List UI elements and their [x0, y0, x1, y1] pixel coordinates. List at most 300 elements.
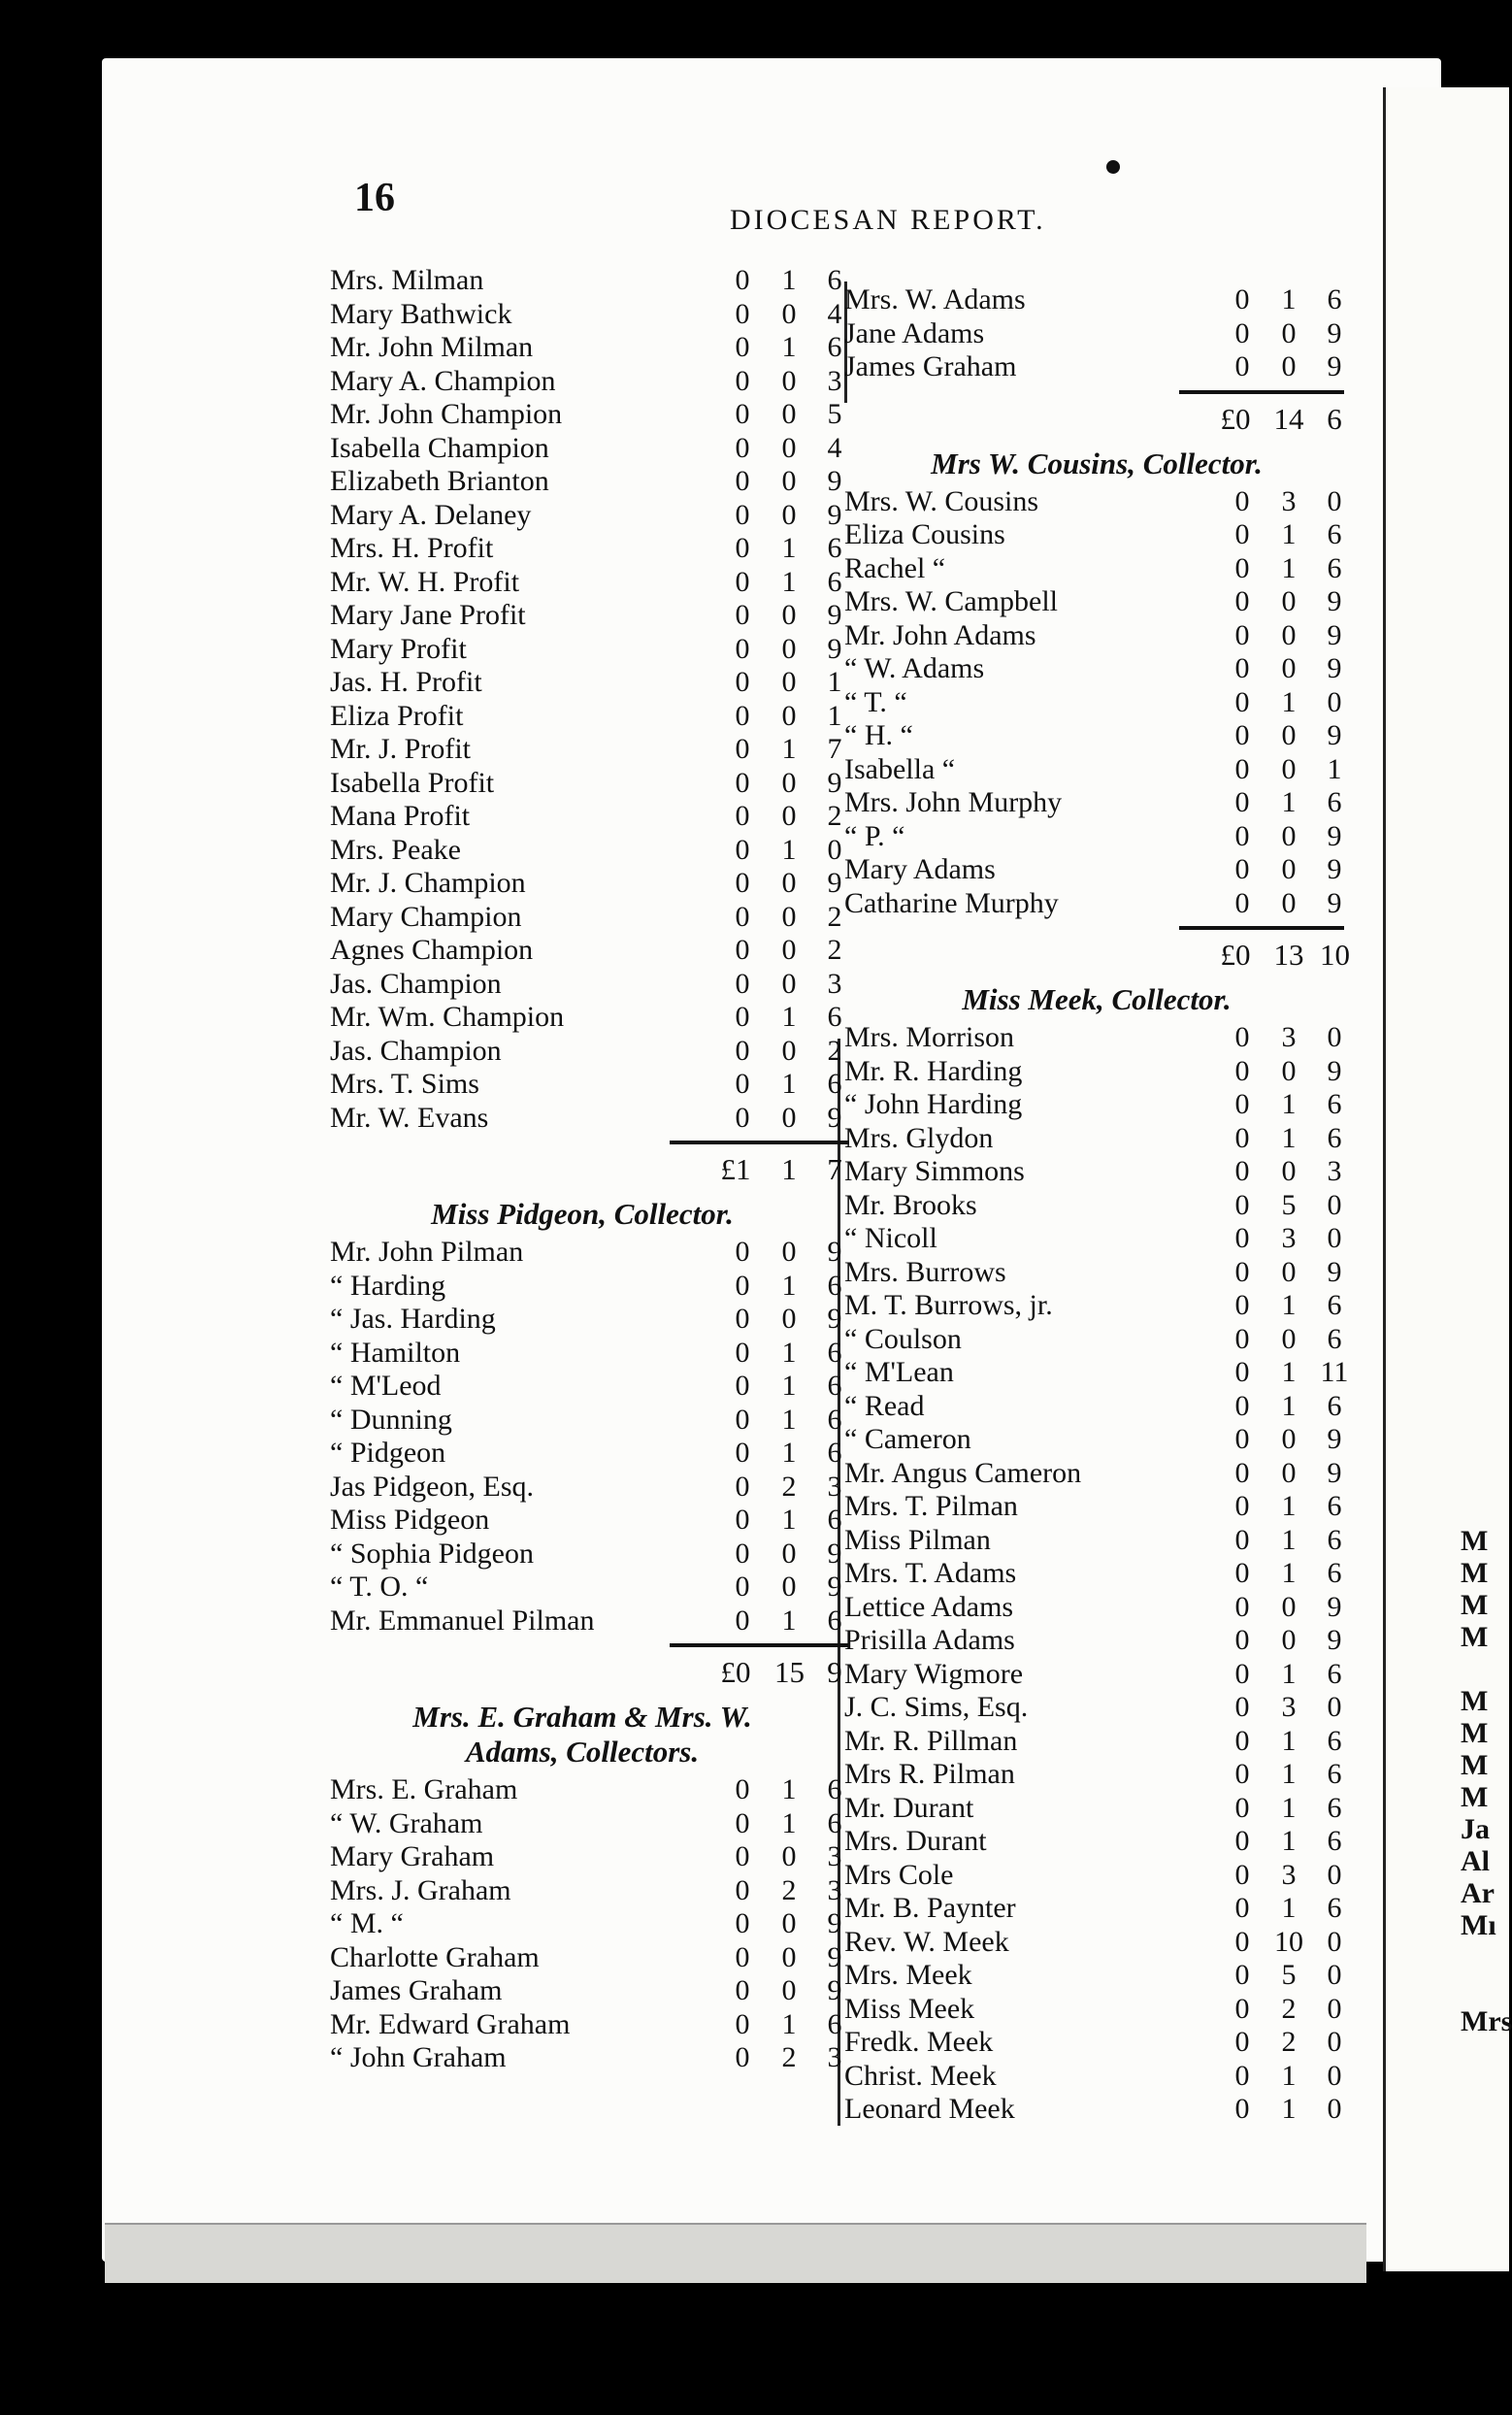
- subscriber-row: [330, 331, 842, 365]
- amount-pounds: 0: [735, 1336, 750, 1369]
- amount-pence: 9: [827, 1101, 842, 1134]
- amount-shillings: 1: [781, 1001, 797, 1033]
- subscriber-row: [330, 398, 842, 432]
- amount-pence: 6: [1327, 1289, 1342, 1321]
- amount-pounds: 0: [735, 1269, 750, 1302]
- amount-shillings: 0: [781, 666, 797, 698]
- amount-shillings: 0: [1281, 719, 1297, 751]
- amount-pounds: 0: [1234, 652, 1250, 684]
- subscriber-row: [330, 1437, 842, 1471]
- subscriber-row: [844, 1222, 1349, 1256]
- amount-pence: 3: [1327, 1155, 1342, 1187]
- amount-pounds: 0: [1234, 819, 1250, 852]
- amount-shillings: 0: [1281, 1423, 1297, 1455]
- subscriber-row: [330, 1336, 842, 1371]
- amount-shillings: 1: [1281, 786, 1297, 818]
- amount-pounds: 0: [1234, 350, 1250, 382]
- amount-pence: 6: [1327, 1088, 1342, 1120]
- amount-pounds: 0: [1234, 719, 1250, 751]
- amount-pounds: 0: [735, 2041, 750, 2073]
- subscriber-name: Mrs. Peake: [330, 833, 461, 866]
- subscriber-name: “ Pidgeon: [330, 1437, 446, 1469]
- amount-pence: 6: [827, 1504, 842, 1536]
- amount-pounds: 0: [1234, 1289, 1250, 1321]
- amount-pounds: 0: [735, 1806, 750, 1839]
- subscriber-row: [844, 2060, 1349, 2094]
- collector-heading: Miss Pidgeon, Collector.: [431, 1197, 734, 1231]
- amount-pence: 4: [827, 431, 842, 464]
- amount-pence: 6: [1327, 1322, 1342, 1355]
- amount-shillings: 1: [1281, 1758, 1297, 1790]
- amount-pence: 9: [827, 498, 842, 531]
- subscriber-name: “ M'Leod: [330, 1370, 442, 1402]
- amount-pence: 1: [1327, 752, 1342, 785]
- amount-pence: 9: [827, 1907, 842, 1939]
- subscriber-row: [844, 1189, 1349, 1223]
- sum-rule: [844, 384, 1349, 400]
- collector-heading: Mrs. E. Graham & Mrs. W.: [412, 1700, 752, 1734]
- amount-pounds: 0: [735, 632, 750, 665]
- amount-shillings: 0: [1281, 819, 1297, 852]
- subscriber-name: Christ. Meek: [844, 2059, 997, 2092]
- subscriber-name: “ Sophia Pidgeon: [330, 1537, 534, 1570]
- amount-pounds: 0: [1234, 1188, 1250, 1221]
- amount-pounds: 0: [1234, 1121, 1250, 1154]
- amount-pounds: 0: [735, 1974, 750, 2006]
- amount-pounds: 0: [735, 398, 750, 430]
- subscriber-row: [330, 297, 842, 332]
- amount-pence: 6: [1327, 1657, 1342, 1690]
- subscriber-row: [330, 766, 842, 801]
- subscriber-name: Mrs. Durant: [844, 1825, 987, 1857]
- subscriber-row: [844, 1457, 1349, 1491]
- amount-shillings: 0: [781, 1034, 797, 1067]
- subscriber-name: Mrs. John Murphy: [844, 786, 1063, 818]
- amount-pounds: 0: [1234, 1992, 1250, 2025]
- edge-letter: Ar: [1461, 1877, 1495, 1909]
- subscriber-row: [330, 1537, 842, 1571]
- subscriber-row: [844, 1926, 1349, 1960]
- subscriber-name: Mary Bathwick: [330, 297, 512, 330]
- amount-shillings: 1: [1281, 283, 1297, 315]
- amount-shillings: 1: [1281, 1825, 1297, 1857]
- subscriber-row: [844, 1792, 1349, 1826]
- amount-shillings: 1: [1281, 1356, 1297, 1388]
- amount-pence: 0: [1327, 2059, 1342, 2092]
- amount-shillings: 0: [781, 1940, 797, 1973]
- amount-pence: 9: [1327, 1456, 1342, 1489]
- subscriber-row: [330, 1806, 842, 1841]
- subscriber-row: [844, 1892, 1349, 1926]
- amount-shillings: 0: [1281, 585, 1297, 617]
- amount-pounds: 0: [735, 532, 750, 564]
- amount-pounds: 0: [735, 1504, 750, 1536]
- amount-shillings: 2: [781, 1873, 797, 1906]
- subscriber-list: [330, 1236, 842, 1638]
- list-total: £0 13 10: [1220, 938, 1350, 972]
- subscriber-row: [844, 1624, 1349, 1658]
- amount-shillings: 0: [781, 398, 797, 430]
- amount-shillings: 1: [781, 1437, 797, 1469]
- subscriber-name: Mrs. W. Adams: [844, 283, 1026, 315]
- amount-pounds: 0: [735, 666, 750, 698]
- subscriber-name: Isabella Champion: [330, 431, 549, 464]
- amount-shillings: 0: [781, 1537, 797, 1570]
- amount-pence: 0: [1327, 1959, 1342, 1991]
- amount-pence: 9: [1327, 1624, 1342, 1656]
- amount-pence: 6: [827, 1403, 842, 1436]
- running-head: DIOCESAN REPORT.: [730, 204, 1046, 236]
- subscriber-row: [330, 867, 842, 901]
- subscriber-row: [844, 1959, 1349, 1993]
- subscriber-name: Mrs. Morrison: [844, 1021, 1015, 1053]
- amount-pence: 0: [1327, 1858, 1342, 1891]
- amount-shillings: 1: [1281, 1121, 1297, 1154]
- amount-pence: 9: [827, 1236, 842, 1268]
- amount-pence: 9: [827, 766, 842, 799]
- subscriber-name: Mrs. T. Adams: [844, 1557, 1017, 1589]
- edge-letter: M: [1461, 1525, 1489, 1557]
- amount-pence: 6: [827, 1068, 842, 1100]
- subscriber-row: [330, 934, 842, 968]
- amount-shillings: 0: [1281, 618, 1297, 651]
- amount-shillings: 0: [781, 498, 797, 531]
- amount-shillings: 0: [1281, 752, 1297, 785]
- amount-pounds: 0: [1234, 752, 1250, 785]
- subscriber-row: [330, 1907, 842, 1941]
- amount-shillings: 1: [1281, 1892, 1297, 1924]
- subscriber-name: Mr. Edward Graham: [330, 2007, 571, 2040]
- subscriber-row: [330, 1470, 842, 1505]
- subscriber-name: “ T. “: [844, 685, 907, 718]
- amount-pence: 6: [827, 331, 842, 363]
- amount-pence: 6: [1327, 1389, 1342, 1422]
- edge-letter: M: [1461, 1749, 1489, 1781]
- amount-pounds: 0: [1234, 1557, 1250, 1589]
- amount-shillings: 0: [1281, 1155, 1297, 1187]
- collector-heading: Miss Meek, Collector.: [962, 982, 1232, 1016]
- amount-pence: 9: [1327, 1423, 1342, 1455]
- subscriber-row: [330, 1773, 842, 1807]
- amount-pence: 0: [1327, 1992, 1342, 2025]
- amount-pounds: 0: [735, 1236, 750, 1268]
- left-column: [330, 264, 842, 2075]
- amount-pence: 6: [1327, 1121, 1342, 1154]
- amount-pounds: 0: [735, 465, 750, 497]
- amount-pence: 1: [827, 666, 842, 698]
- amount-pounds: 0: [735, 733, 750, 765]
- amount-pounds: 0: [735, 1773, 750, 1805]
- amount-pounds: 0: [735, 498, 750, 531]
- subscriber-row: [330, 1068, 842, 1102]
- amount-pounds: 0: [1234, 283, 1250, 315]
- subscriber-row: [844, 1825, 1349, 1859]
- amount-pence: 9: [1327, 316, 1342, 349]
- subscriber-name: Mrs R. Pilman: [844, 1758, 1015, 1790]
- subscriber-row: [844, 585, 1349, 619]
- subscriber-row: [330, 532, 842, 566]
- amount-pounds: 0: [1234, 618, 1250, 651]
- subscriber-name: Mary A. Champion: [330, 364, 556, 397]
- subscriber-name: Rev. W. Meek: [844, 1925, 1009, 1958]
- subscriber-name: M. T. Burrows, jr.: [844, 1289, 1053, 1321]
- amount-pence: 9: [827, 599, 842, 631]
- amount-pence: 11: [1320, 1356, 1349, 1388]
- amount-pounds: 0: [1234, 1791, 1250, 1824]
- amount-pence: 9: [827, 1940, 842, 1973]
- amount-pounds: 0: [1234, 1155, 1250, 1187]
- amount-pence: 9: [1327, 585, 1342, 617]
- amount-shillings: 0: [1281, 1322, 1297, 1355]
- amount-shillings: 0: [781, 766, 797, 799]
- amount-shillings: 1: [1281, 1389, 1297, 1422]
- amount-shillings: 1: [781, 733, 797, 765]
- amount-shillings: 0: [781, 1303, 797, 1335]
- subscriber-name: Eliza Cousins: [844, 518, 1005, 550]
- subscriber-row: [844, 719, 1349, 753]
- subscriber-name: Mrs. Glydon: [844, 1121, 994, 1154]
- amount-shillings: 0: [781, 599, 797, 631]
- amount-pounds: 0: [735, 1403, 750, 1436]
- amount-pence: 6: [1327, 786, 1342, 818]
- amount-shillings: 0: [1281, 1624, 1297, 1656]
- subscriber-name: Mr. R. Pillman: [844, 1724, 1018, 1757]
- amount-pounds: 0: [735, 1303, 750, 1335]
- amount-pence: 6: [1327, 1557, 1342, 1589]
- amount-shillings: 1: [1281, 1791, 1297, 1824]
- subscriber-name: Mary Simmons: [844, 1155, 1025, 1187]
- amount-pounds: 0: [735, 1470, 750, 1503]
- subscriber-row: [330, 1370, 842, 1404]
- sum-rule: [844, 920, 1349, 936]
- amount-shillings: 1: [1281, 685, 1297, 718]
- subscriber-list: [330, 264, 842, 1135]
- amount-pounds: 0: [735, 1907, 750, 1939]
- subscriber-row: [330, 264, 842, 298]
- amount-pounds: 0: [1234, 1523, 1250, 1556]
- amount-pounds: 0: [1234, 1925, 1250, 1958]
- subscriber-row: [844, 1122, 1349, 1156]
- edge-letter: [1461, 1972, 1512, 2004]
- amount-pence: 0: [1327, 1925, 1342, 1958]
- amount-shillings: 1: [1281, 2093, 1297, 2125]
- collector-heading: Mrs W. Cousins, Collector.: [931, 446, 1263, 480]
- amount-pounds: 0: [735, 1068, 750, 1100]
- subscriber-row: [844, 1524, 1349, 1558]
- subscriber-row: [844, 2093, 1349, 2127]
- subscriber-row: [330, 1269, 842, 1304]
- amount-pounds: 0: [735, 699, 750, 732]
- subscriber-name: Mr. R. Harding: [844, 1054, 1023, 1087]
- subscriber-name: Mr. John Adams: [844, 618, 1036, 651]
- amount-pounds: 0: [1234, 1054, 1250, 1087]
- amount-pence: 0: [1327, 484, 1342, 517]
- amount-pence: 0: [1327, 1188, 1342, 1221]
- subscriber-row: [844, 2026, 1349, 2060]
- amount-pence: 6: [1327, 283, 1342, 315]
- subscriber-row: [330, 565, 842, 600]
- amount-pence: 6: [827, 1773, 842, 1805]
- subscriber-name: Jas Pidgeon, Esq.: [330, 1470, 534, 1503]
- subscriber-name: “ P. “: [844, 819, 905, 852]
- edge-letter: Al: [1461, 1845, 1490, 1877]
- subscriber-name: Jas. Champion: [330, 967, 502, 1000]
- subscriber-row: [844, 1557, 1349, 1591]
- subscriber-name: Mrs. T. Sims: [330, 1068, 479, 1100]
- amount-shillings: 5: [1281, 1959, 1297, 1991]
- amount-shillings: 0: [1281, 853, 1297, 885]
- amount-pounds: 0: [735, 1370, 750, 1402]
- amount-shillings: 0: [1281, 1054, 1297, 1087]
- subscriber-list: [844, 1021, 1349, 2127]
- amount-pence: 0: [1327, 1222, 1342, 1254]
- subscriber-row: [844, 1423, 1349, 1457]
- amount-shillings: 1: [1281, 1523, 1297, 1556]
- amount-shillings: 0: [781, 431, 797, 464]
- amount-pounds: 0: [1234, 853, 1250, 885]
- amount-shillings: 0: [781, 1907, 797, 1939]
- amount-pounds: 0: [735, 900, 750, 933]
- amount-shillings: 1: [781, 1068, 797, 1100]
- amount-shillings: 1: [781, 2007, 797, 2040]
- amount-pence: 3: [827, 1873, 842, 1906]
- amount-pence: 6: [827, 1604, 842, 1637]
- page-number: 16: [354, 176, 395, 220]
- subscriber-name: Charlotte Graham: [330, 1940, 540, 1973]
- subscriber-name: “ Harding: [330, 1269, 446, 1302]
- amount-pounds: 0: [735, 934, 750, 966]
- amount-pence: 6: [1327, 1892, 1342, 1924]
- amount-shillings: 5: [1281, 1188, 1297, 1221]
- subscriber-row: [844, 786, 1349, 820]
- subscriber-name: “ Cameron: [844, 1423, 971, 1455]
- subscriber-row: [330, 1504, 842, 1538]
- amount-pence: 6: [1327, 1825, 1342, 1857]
- subscriber-row: [844, 1088, 1349, 1122]
- subscriber-name: Mrs. Milman: [330, 264, 484, 296]
- subscriber-name: “ John Graham: [330, 2041, 507, 2073]
- amount-shillings: 1: [1281, 1289, 1297, 1321]
- amount-pence: 9: [1327, 1590, 1342, 1623]
- subscriber-row: [844, 1658, 1349, 1692]
- amount-shillings: 1: [1281, 2059, 1297, 2092]
- subscriber-name: Mary Champion: [330, 900, 522, 933]
- subscriber-name: Mr. Durant: [844, 1791, 974, 1824]
- edge-letter: M: [1461, 1781, 1489, 1813]
- amount-pounds: 0: [735, 297, 750, 330]
- subscriber-name: Jane Adams: [844, 316, 985, 349]
- subscriber-row: [844, 619, 1349, 653]
- amount-shillings: 1: [781, 1504, 797, 1536]
- subscriber-name: Miss Meek: [844, 1992, 975, 2025]
- subscriber-row: [330, 833, 842, 868]
- subscriber-name: Miss Pidgeon: [330, 1504, 490, 1536]
- subscriber-row: [330, 632, 842, 667]
- amount-pounds: 0: [1234, 585, 1250, 617]
- amount-pounds: 0: [1234, 1222, 1250, 1254]
- amount-pence: 1: [827, 699, 842, 732]
- amount-pence: 3: [827, 2041, 842, 2073]
- amount-pounds: 0: [1234, 1724, 1250, 1757]
- amount-pounds: 0: [1234, 484, 1250, 517]
- amount-shillings: 2: [781, 2041, 797, 2073]
- amount-shillings: 0: [1281, 316, 1297, 349]
- subscriber-name: Mrs. T. Pilman: [844, 1490, 1018, 1522]
- subscriber-name: Lettice Adams: [844, 1590, 1014, 1623]
- subscriber-list: [844, 485, 1349, 921]
- subscriber-name: Mr. Emmanuel Pilman: [330, 1604, 595, 1637]
- subscriber-name: Eliza Profit: [330, 699, 464, 732]
- amount-shillings: 1: [781, 1403, 797, 1436]
- edge-letter: M: [1461, 1717, 1489, 1749]
- subscriber-row: [330, 733, 842, 767]
- amount-shillings: 2: [1281, 1992, 1297, 2025]
- subscriber-name: Rachel “: [844, 551, 946, 584]
- amount-pounds: 0: [1234, 1624, 1250, 1656]
- subscriber-name: Mr. Brooks: [844, 1188, 977, 1221]
- amount-pounds: 0: [1234, 1657, 1250, 1690]
- amount-pence: 9: [1327, 719, 1342, 751]
- subscriber-row: [844, 518, 1349, 552]
- amount-pounds: 0: [735, 1101, 750, 1134]
- subscriber-row: [844, 1725, 1349, 1759]
- amount-pence: 9: [1327, 819, 1342, 852]
- amount-shillings: 0: [781, 1236, 797, 1268]
- amount-pence: 0: [1327, 1021, 1342, 1053]
- subscriber-name: Mrs. E. Graham: [330, 1773, 518, 1805]
- amount-pence: 9: [1327, 886, 1342, 919]
- subscriber-name: “ T. O. “: [330, 1571, 429, 1603]
- subscriber-name: “ Hamilton: [330, 1336, 461, 1369]
- edge-letter: M: [1461, 1621, 1489, 1653]
- subscriber-row: [330, 967, 842, 1002]
- amount-pounds: 0: [735, 1034, 750, 1067]
- subscriber-row: [844, 1323, 1349, 1357]
- amount-pounds: 0: [1234, 1758, 1250, 1790]
- subscriber-row: [330, 1101, 842, 1136]
- subscriber-row: [330, 1034, 842, 1069]
- amount-pounds: 0: [1234, 2093, 1250, 2125]
- subscriber-name: “ W. Adams: [844, 652, 985, 684]
- amount-shillings: 3: [1281, 484, 1297, 517]
- amount-pounds: 0: [1234, 2059, 1250, 2092]
- subscriber-row: [330, 498, 842, 533]
- amount-pounds: 0: [1234, 1456, 1250, 1489]
- edge-letter: Mrs: [1461, 2005, 1512, 2037]
- subscriber-name: Mrs. Burrows: [844, 1255, 1006, 1288]
- amount-shillings: 1: [781, 565, 797, 598]
- subscriber-name: Mary Adams: [844, 853, 996, 885]
- subscriber-row: [844, 1691, 1349, 1725]
- amount-pence: 6: [827, 264, 842, 296]
- subscriber-name: Mrs. W. Campbell: [844, 585, 1059, 617]
- amount-pence: 6: [1327, 1490, 1342, 1522]
- subscriber-name: Isabella “: [844, 752, 956, 785]
- amount-pence: 9: [1327, 350, 1342, 382]
- amount-pence: 6: [827, 2007, 842, 2040]
- subscriber-name: Jas. Champion: [330, 1034, 502, 1067]
- amount-pounds: 0: [1234, 1389, 1250, 1422]
- amount-shillings: 10: [1274, 1925, 1303, 1958]
- subscriber-name: Mr. W. H. Profit: [330, 565, 520, 598]
- subscriber-row: [844, 820, 1349, 854]
- amount-shillings: 0: [781, 934, 797, 966]
- amount-pence: 9: [1327, 853, 1342, 885]
- subscriber-row: [844, 853, 1349, 887]
- amount-shillings: 0: [781, 699, 797, 732]
- amount-pounds: 0: [735, 1537, 750, 1570]
- subscriber-name: Agnes Champion: [330, 934, 534, 966]
